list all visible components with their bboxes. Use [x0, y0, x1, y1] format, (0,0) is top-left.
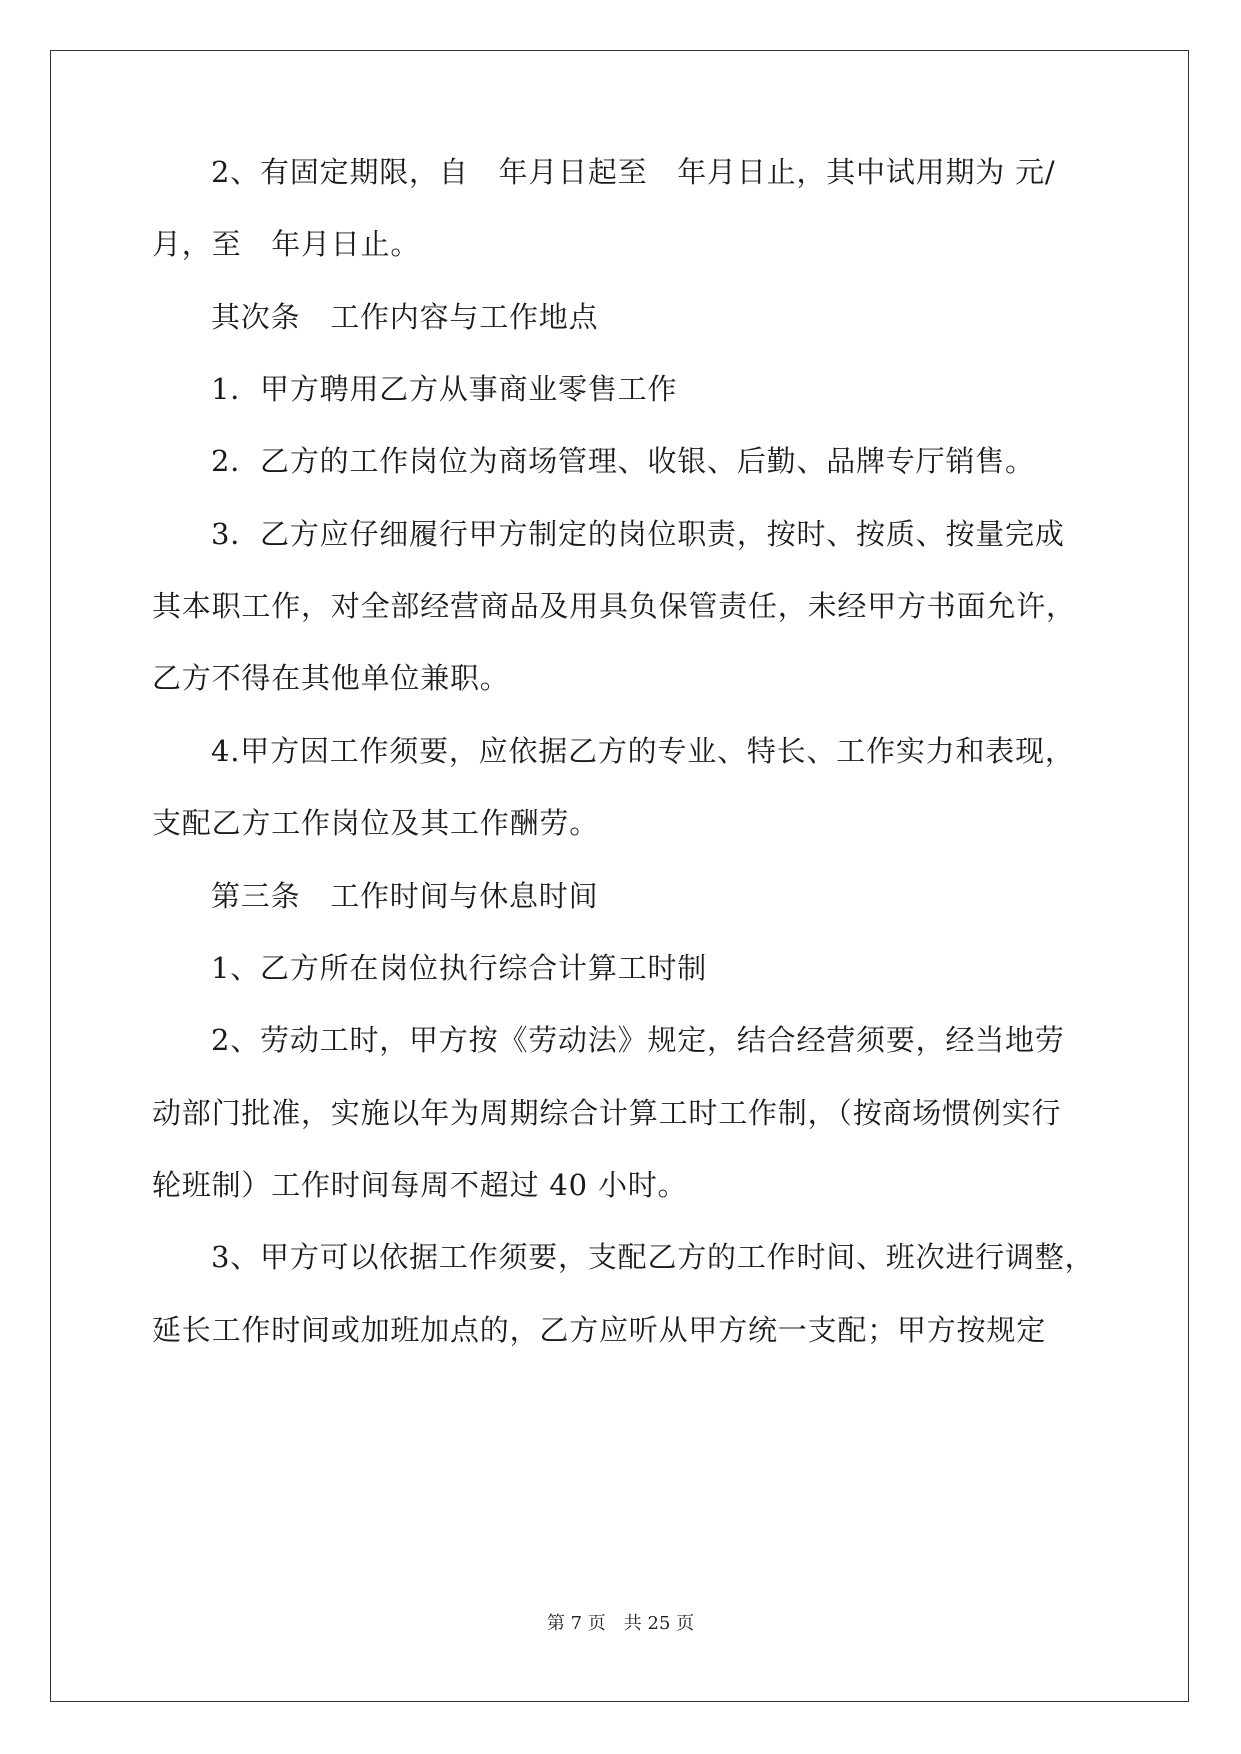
- page-number: 第 7 页 共 25 页: [546, 1613, 695, 1634]
- paragraph-line: 1．甲方聘用乙方从事商业零售工作: [211, 372, 678, 406]
- paragraph-line: 月，至 年月日止。: [152, 227, 421, 261]
- paragraph-line: 延长工作时间或加班加点的，乙方应听从甲方统一支配；甲方按规定: [152, 1313, 1047, 1347]
- section-heading: 第三条 工作时间与休息时间: [211, 879, 599, 913]
- paragraph-line: 1、乙方所在岗位执行综合计算工时制: [211, 951, 708, 985]
- paragraph-line: 支配乙方工作岗位及其工作酬劳。: [152, 806, 600, 840]
- paragraph-line: 3、甲方可以依据工作须要，支配乙方的工作时间、班次进行调整，: [211, 1240, 1095, 1274]
- paragraph-line: 其本职工作，对全部经营商品及用具负保管责任，未经甲方书面允许，: [152, 589, 1076, 623]
- paragraph-line: 4.甲方因工作须要，应依据乙方的专业、特长、工作实力和表现，: [211, 734, 1075, 768]
- paragraph-line: 轮班制）工作时间每周不超过 40 小时。: [152, 1168, 688, 1202]
- paragraph-line: 动部门批准，实施以年为周期综合计算工时工作制，（按商场惯例实行: [152, 1096, 1062, 1130]
- section-heading: 其次条 工作内容与工作地点: [211, 300, 599, 334]
- paragraph-line: 2、有固定期限，自 年月日起至 年月日止，其中试用期为 元/: [211, 155, 1056, 189]
- paragraph-line: 乙方不得在其他单位兼职。: [152, 661, 510, 695]
- paragraph-line: 2．乙方的工作岗位为商场管理、收银、后勤、品牌专厅销售。: [211, 444, 1035, 478]
- paragraph-line: 3．乙方应仔细履行甲方制定的岗位职责，按时、按质、按量完成: [211, 517, 1065, 551]
- paragraph-line: 2、劳动工时，甲方按《劳动法》规定，结合经营须要，经当地劳: [211, 1023, 1065, 1057]
